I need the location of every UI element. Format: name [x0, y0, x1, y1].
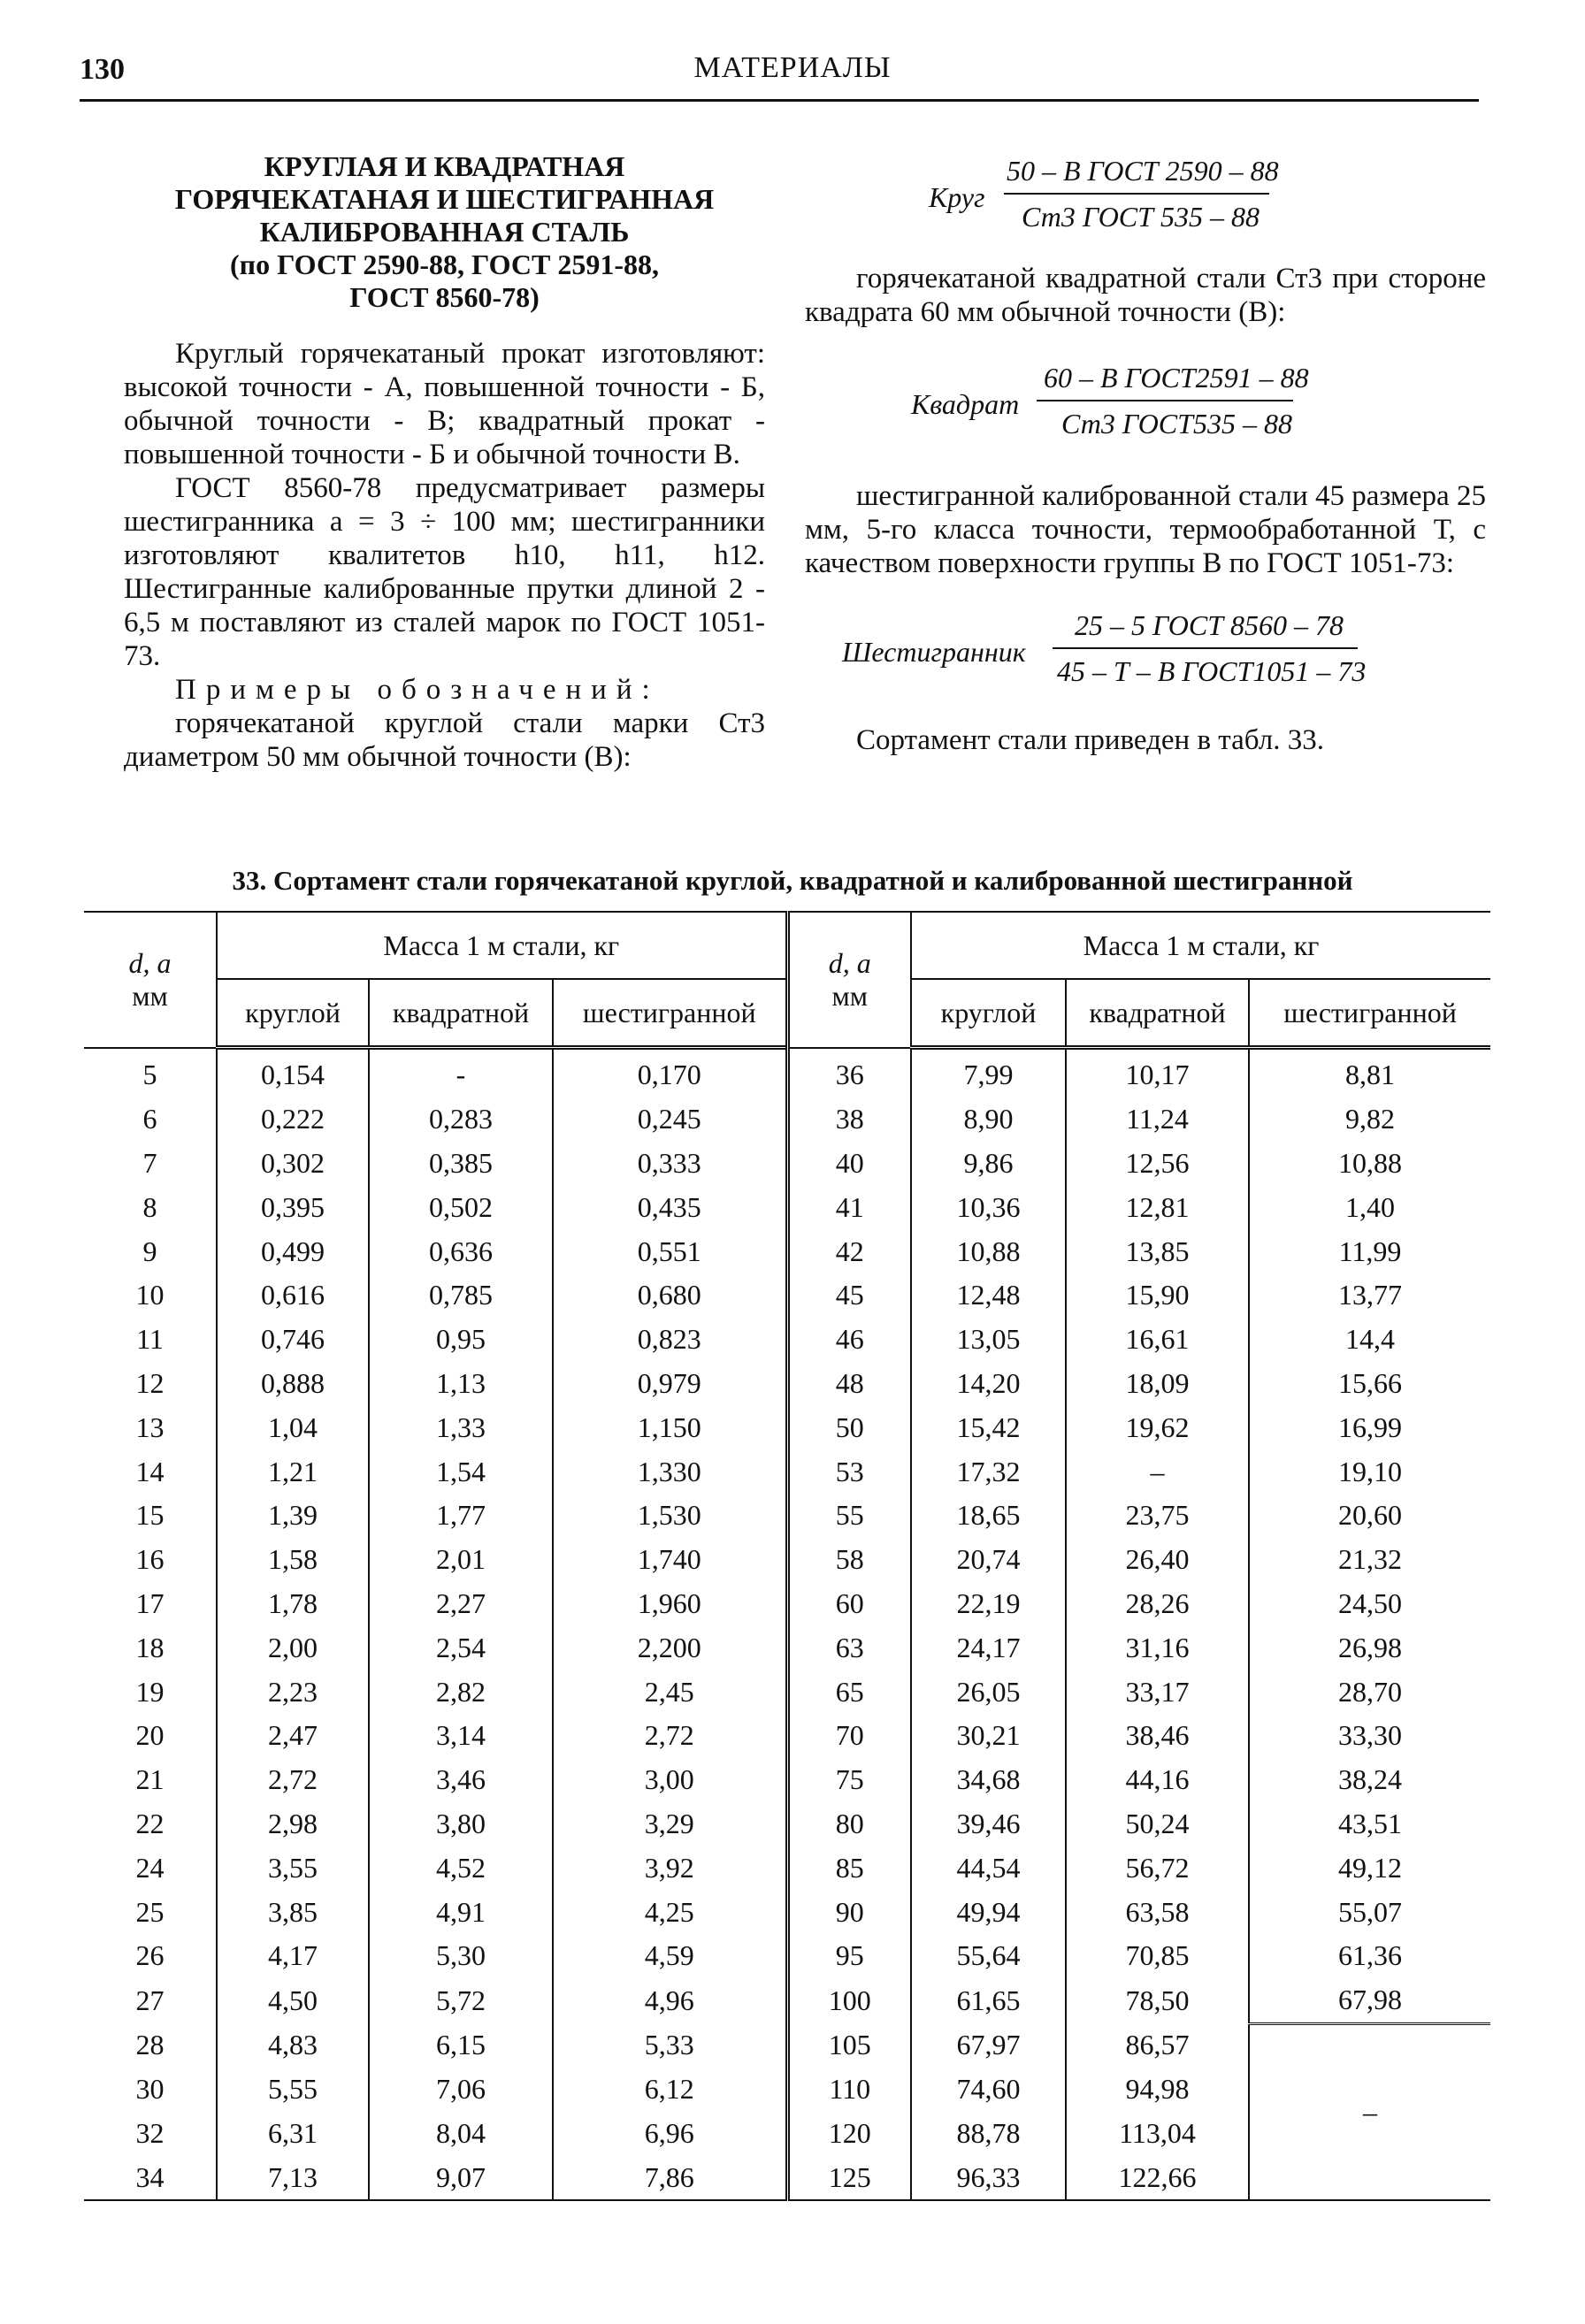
- cell: 9,07: [369, 2155, 553, 2200]
- cell: 11,24: [1066, 1097, 1249, 1142]
- cell-hex-absent: –: [1249, 2023, 1490, 2200]
- cell: 1,77: [369, 1494, 553, 1538]
- cell: 3,00: [553, 1758, 787, 1802]
- cell: 4,83: [217, 2023, 369, 2068]
- table-row: [84, 1538, 1490, 1582]
- cell: 3,55: [217, 1846, 369, 1890]
- paragraph-square-example: горячекатаной квадратной стали Ст3 при стороне квадрата 60 мм обычной точности (В):: [805, 263, 1486, 328]
- cell: 0,283: [369, 1097, 553, 1142]
- cell: 65: [787, 1670, 911, 1714]
- cell: 113,04: [1066, 2112, 1249, 2156]
- cell: 32: [84, 2112, 217, 2156]
- cell: 8,81: [1249, 1048, 1490, 1097]
- header-rule: [80, 99, 1479, 102]
- cell: 38,46: [1066, 1714, 1249, 1758]
- cell: 61,65: [911, 1978, 1066, 2023]
- cell: 2,98: [217, 1802, 369, 1846]
- heading-line: (по ГОСТ 2590-88, ГОСТ 2591-88,: [230, 248, 659, 280]
- cell: 0,785: [369, 1273, 553, 1318]
- cell: 7,86: [553, 2155, 787, 2200]
- table-row: [84, 1934, 1490, 1978]
- cell: 18,65: [911, 1494, 1066, 1538]
- cell: 86,57: [1066, 2023, 1249, 2068]
- cell: 3,14: [369, 1714, 553, 1758]
- cell: 44,54: [911, 1846, 1066, 1890]
- cell: 1,39: [217, 1494, 369, 1538]
- cell: 12,81: [1066, 1185, 1249, 1229]
- table-row: [84, 1978, 1490, 2023]
- cell: 8,04: [369, 2112, 553, 2156]
- cell: 20,74: [911, 1538, 1066, 1582]
- table-row: [84, 1097, 1490, 1142]
- cell: 0,551: [553, 1229, 787, 1273]
- cell: 125: [787, 2155, 911, 2200]
- cell: 85: [787, 1846, 911, 1890]
- formula-label: Шестигранник: [842, 636, 1026, 668]
- cell: 53: [787, 1449, 911, 1494]
- cell: 10: [84, 1273, 217, 1318]
- cell: 22,19: [911, 1582, 1066, 1626]
- cell: 24,50: [1249, 1582, 1490, 1626]
- cell: 31,16: [1066, 1625, 1249, 1670]
- cell: 96,33: [911, 2155, 1066, 2200]
- cell: 0,499: [217, 1229, 369, 1273]
- cell: 24,17: [911, 1625, 1066, 1670]
- cell: 22: [84, 1802, 217, 1846]
- cell: 56,72: [1066, 1846, 1249, 1890]
- table-row: [84, 1142, 1490, 1186]
- cell: 6,15: [369, 2023, 553, 2068]
- cell: 2,00: [217, 1625, 369, 1670]
- cell: 23,75: [1066, 1494, 1249, 1538]
- cell: 1,40: [1249, 1185, 1490, 1229]
- cell: 94,98: [1066, 2068, 1249, 2112]
- cell: 30: [84, 2068, 217, 2112]
- cell: 21,32: [1249, 1538, 1490, 1582]
- fraction-bar: [1053, 647, 1358, 649]
- cell: 43,51: [1249, 1802, 1490, 1846]
- cell: 3,92: [553, 1846, 787, 1890]
- cell: 0,979: [553, 1362, 787, 1406]
- cell: 2,72: [553, 1714, 787, 1758]
- cell: 0,746: [217, 1318, 369, 1362]
- table-row: [84, 1714, 1490, 1758]
- header-mass-left: Масса 1 м стали, кг: [217, 912, 787, 979]
- cell: 2,54: [369, 1625, 553, 1670]
- cell: 0,95: [369, 1318, 553, 1362]
- cell: 25: [84, 1890, 217, 1934]
- formula-hex: [805, 605, 1486, 704]
- cell: 33,17: [1066, 1670, 1249, 1714]
- cell: 38: [787, 1097, 911, 1142]
- formula-numerator: 50 – В ГОСТ 2590 – 88: [1007, 155, 1279, 187]
- cell: 1,58: [217, 1538, 369, 1582]
- table-caption: 33. Сортамент стали горячекатаной круглой, квадратной и калиброванной шестигранной: [232, 865, 1353, 896]
- formula-numerator: 25 – 5 ГОСТ 8560 – 78: [1075, 609, 1344, 641]
- cell: 63,58: [1066, 1890, 1249, 1934]
- paragraph-round-example: горячекатаной круглой стали марки Ст3 диаметром 50 мм обычной точности (В):: [124, 707, 765, 773]
- cell: 3,85: [217, 1890, 369, 1934]
- cell: 1,33: [369, 1405, 553, 1449]
- formula-label: Квадрат: [911, 388, 1020, 420]
- cell: 13,05: [911, 1318, 1066, 1362]
- cell: 14: [84, 1449, 217, 1494]
- heading-line: ГОРЯЧЕКАТАНАЯ И ШЕСТИГРАННАЯ: [174, 183, 715, 215]
- cell: 3,80: [369, 1802, 553, 1846]
- cell: 110: [787, 2068, 911, 2112]
- right-column: [805, 150, 1486, 757]
- cell: 2,47: [217, 1714, 369, 1758]
- table-row: [84, 1185, 1490, 1229]
- cell: 0,395: [217, 1185, 369, 1229]
- header-size-unit: мм: [132, 979, 168, 1012]
- cell: 6,96: [553, 2112, 787, 2156]
- formula-square: [805, 355, 1486, 460]
- cell: 1,13: [369, 1362, 553, 1406]
- cell: 34: [84, 2155, 217, 2200]
- cell: 9,82: [1249, 1097, 1490, 1142]
- cell: 44,16: [1066, 1758, 1249, 1802]
- cell: 8,90: [911, 1097, 1066, 1142]
- table-row: [84, 1362, 1490, 1406]
- cell: 34,68: [911, 1758, 1066, 1802]
- header-round: круглой: [217, 979, 369, 1048]
- cell: 19,10: [1249, 1449, 1490, 1494]
- cell: 26,40: [1066, 1538, 1249, 1582]
- cell: 5,33: [553, 2023, 787, 2068]
- section-heading: [124, 150, 765, 314]
- cell: 2,01: [369, 1538, 553, 1582]
- cell: 21: [84, 1758, 217, 1802]
- cell: 0,680: [553, 1273, 787, 1318]
- cell: 16: [84, 1538, 217, 1582]
- heading-line: ГОСТ 8560-78): [349, 281, 540, 313]
- cell: 0,616: [217, 1273, 369, 1318]
- cell: 0,170: [553, 1048, 787, 1097]
- cell: 12,48: [911, 1273, 1066, 1318]
- table-row: [84, 1802, 1490, 1846]
- page-number: 130: [80, 53, 125, 86]
- cell: 9,86: [911, 1142, 1066, 1186]
- table-row: [84, 1273, 1490, 1318]
- cell: 0,154: [217, 1048, 369, 1097]
- cell: 2,45: [553, 1670, 787, 1714]
- header-round: круглой: [911, 979, 1066, 1048]
- table-body: [84, 1048, 1490, 2201]
- cell: 15,90: [1066, 1273, 1249, 1318]
- cell: 2,72: [217, 1758, 369, 1802]
- header-hex: шестигранной: [1249, 979, 1490, 1048]
- cell: 6,12: [553, 2068, 787, 2112]
- cell: 49,12: [1249, 1846, 1490, 1890]
- table-header-row: [84, 912, 1490, 979]
- table-row: [84, 1582, 1490, 1626]
- header-size-symbol: d, a: [828, 946, 871, 979]
- cell: 0,302: [217, 1142, 369, 1186]
- cell: 105: [787, 2023, 911, 2068]
- cell: 70,85: [1066, 1934, 1249, 1978]
- table-row: [84, 1494, 1490, 1538]
- cell: 3,46: [369, 1758, 553, 1802]
- table-row: [84, 1449, 1490, 1494]
- cell: 17,32: [911, 1449, 1066, 1494]
- cell: 16,99: [1249, 1405, 1490, 1449]
- formula-numerator: 60 – В ГОСТ2591 – 88: [1044, 362, 1309, 394]
- cell: 70: [787, 1714, 911, 1758]
- cell: 26: [84, 1934, 217, 1978]
- cell: 6,31: [217, 2112, 369, 2156]
- cell: 18: [84, 1625, 217, 1670]
- cell: 12: [84, 1362, 217, 1406]
- cell: 15,42: [911, 1405, 1066, 1449]
- cell: 46: [787, 1318, 911, 1362]
- cell: 1,150: [553, 1405, 787, 1449]
- paragraph-rolled-products: Круглый горячекатаный прокат изготовляют: высокой точности - А, повышенной точности - Б, обычной точности - В; квадратный прокат - повышенной точности - Б и обычной точности В.: [124, 338, 765, 470]
- heading-line: КАЛИБРОВАННАЯ СТАЛЬ: [259, 216, 630, 248]
- cell: 11: [84, 1318, 217, 1362]
- formula-denominator: Ст3 ГОСТ535 – 88: [1061, 408, 1292, 440]
- formula-round: [805, 150, 1486, 249]
- cell: 1,330: [553, 1449, 787, 1494]
- cell: 49,94: [911, 1890, 1066, 1934]
- cell: 2,23: [217, 1670, 369, 1714]
- cell: 10,88: [1249, 1142, 1490, 1186]
- table-row: [84, 2023, 1490, 2068]
- table-container: [84, 911, 1490, 2201]
- cell: 27: [84, 1978, 217, 2023]
- table-row: [84, 1670, 1490, 1714]
- cell: 88,78: [911, 2112, 1066, 2156]
- paragraph-hex-example: шестигранной калиброванной стали 45 размера 25 мм, 5-го класса точности, термообработанной Т, с качеством поверхности группы В по ГОСТ 1051-73:: [805, 480, 1486, 579]
- cell: 0,333: [553, 1142, 787, 1186]
- cell: 26,98: [1249, 1625, 1490, 1670]
- cell: 17: [84, 1582, 217, 1626]
- left-column: [124, 150, 765, 774]
- cell: 7,13: [217, 2155, 369, 2200]
- table-row: [84, 1625, 1490, 1670]
- cell: 39,46: [911, 1802, 1066, 1846]
- cell: 4,50: [217, 1978, 369, 2023]
- cell: 5,55: [217, 2068, 369, 2112]
- header-size-right: [787, 912, 911, 1048]
- cell: 1,960: [553, 1582, 787, 1626]
- fraction-bar: [1004, 193, 1269, 195]
- cell: 7,06: [369, 2068, 553, 2112]
- cell: 50: [787, 1405, 911, 1449]
- cell: –: [1066, 1449, 1249, 1494]
- heading-line: КРУГЛАЯ И КВАДРАТНАЯ: [264, 150, 625, 182]
- cell: 5,30: [369, 1934, 553, 1978]
- examples-label: Примеры обозначений:: [175, 674, 660, 706]
- cell: 15: [84, 1494, 217, 1538]
- cell: 80: [787, 1802, 911, 1846]
- cell: 100: [787, 1978, 911, 2023]
- cell: 36: [787, 1048, 911, 1097]
- cell: 11,99: [1249, 1229, 1490, 1273]
- running-header: МАТЕРИАЛЫ: [693, 51, 892, 84]
- cell: 38,24: [1249, 1758, 1490, 1802]
- cell: 8: [84, 1185, 217, 1229]
- cell: 33,30: [1249, 1714, 1490, 1758]
- cell: 15,66: [1249, 1362, 1490, 1406]
- cell: 2,200: [553, 1625, 787, 1670]
- cell: 45: [787, 1273, 911, 1318]
- header-square: квадратной: [1066, 979, 1249, 1048]
- cell: 120: [787, 2112, 911, 2156]
- cell: 7,99: [911, 1048, 1066, 1097]
- cell: 67,98: [1249, 1978, 1490, 2023]
- cell: 61,36: [1249, 1934, 1490, 1978]
- cell: 2,27: [369, 1582, 553, 1626]
- table-row: [84, 1405, 1490, 1449]
- cell: 4,25: [553, 1890, 787, 1934]
- cell: 50,24: [1066, 1802, 1249, 1846]
- header-mass-right: Масса 1 м стали, кг: [911, 912, 1490, 979]
- cell: 1,740: [553, 1538, 787, 1582]
- cell: 13,85: [1066, 1229, 1249, 1273]
- cell: 55: [787, 1494, 911, 1538]
- cell: 55,07: [1249, 1890, 1490, 1934]
- cell: 10,36: [911, 1185, 1066, 1229]
- cell: 14,20: [911, 1362, 1066, 1406]
- paragraph-gost-8560: ГОСТ 8560-78 предусматривает размеры шестигранника a = 3 ÷ 100 мм; шестигранники изготовляют квалитетов h10, h11, h12. Шестигранные калиброванные прутки длиной 2 - 6,5 м поставляют из сталей марок по ГОСТ 1051-73.: [124, 472, 765, 672]
- cell: 20: [84, 1714, 217, 1758]
- cell: 1,54: [369, 1449, 553, 1494]
- table-row: [84, 1758, 1490, 1802]
- cell: 95: [787, 1934, 911, 1978]
- cell: 7: [84, 1142, 217, 1186]
- cell: -: [369, 1048, 553, 1097]
- cell: 55,64: [911, 1934, 1066, 1978]
- cell: 4,59: [553, 1934, 787, 1978]
- cell: 0,636: [369, 1229, 553, 1273]
- table-row: [84, 1318, 1490, 1362]
- cell: 10,17: [1066, 1048, 1249, 1097]
- header-size-left: [84, 912, 217, 1048]
- cell: 1,530: [553, 1494, 787, 1538]
- cell: 5: [84, 1048, 217, 1097]
- cell: 67,97: [911, 2023, 1066, 2068]
- header-hex: шестигранной: [553, 979, 787, 1048]
- cell: 19,62: [1066, 1405, 1249, 1449]
- cell: 24: [84, 1846, 217, 1890]
- formula-denominator: Ст3 ГОСТ 535 – 88: [1022, 201, 1260, 233]
- cell: 30,21: [911, 1714, 1066, 1758]
- assortment-table: [84, 911, 1490, 2201]
- table-reference: Сортамент стали приведен в табл. 33.: [856, 724, 1324, 756]
- cell: 1,21: [217, 1449, 369, 1494]
- cell: 3,29: [553, 1802, 787, 1846]
- header-square: квадратной: [369, 979, 553, 1048]
- cell: 10,88: [911, 1229, 1066, 1273]
- cell: 58: [787, 1538, 911, 1582]
- cell: 16,61: [1066, 1318, 1249, 1362]
- cell: 20,60: [1249, 1494, 1490, 1538]
- cell: 90: [787, 1890, 911, 1934]
- cell: 28,70: [1249, 1670, 1490, 1714]
- cell: 78,50: [1066, 1978, 1249, 2023]
- table-row: [84, 1846, 1490, 1890]
- table-row: [84, 1229, 1490, 1273]
- cell: 26,05: [911, 1670, 1066, 1714]
- cell: 6: [84, 1097, 217, 1142]
- cell: 19: [84, 1670, 217, 1714]
- cell: 5,72: [369, 1978, 553, 2023]
- cell: 1,78: [217, 1582, 369, 1626]
- cell: 28,26: [1066, 1582, 1249, 1626]
- cell: 122,66: [1066, 2155, 1249, 2200]
- cell: 0,888: [217, 1362, 369, 1406]
- cell: 12,56: [1066, 1142, 1249, 1186]
- cell: 28: [84, 2023, 217, 2068]
- cell: 18,09: [1066, 1362, 1249, 1406]
- cell: 9: [84, 1229, 217, 1273]
- table-row: [84, 1048, 1490, 1097]
- cell: 40: [787, 1142, 911, 1186]
- cell: 75: [787, 1758, 911, 1802]
- cell: 1,04: [217, 1405, 369, 1449]
- cell: 0,502: [369, 1185, 553, 1229]
- cell: 4,96: [553, 1978, 787, 2023]
- cell: 0,823: [553, 1318, 787, 1362]
- cell: 0,435: [553, 1185, 787, 1229]
- fraction-bar: [1037, 400, 1293, 401]
- header-size-symbol: d, a: [128, 946, 172, 979]
- cell: 63: [787, 1625, 911, 1670]
- cell: 48: [787, 1362, 911, 1406]
- cell: 0,245: [553, 1097, 787, 1142]
- cell: 13,77: [1249, 1273, 1490, 1318]
- cell: 74,60: [911, 2068, 1066, 2112]
- cell: 2,82: [369, 1670, 553, 1714]
- cell: 0,222: [217, 1097, 369, 1142]
- cell: 4,52: [369, 1846, 553, 1890]
- cell: 13: [84, 1405, 217, 1449]
- cell: 4,17: [217, 1934, 369, 1978]
- cell: 4,91: [369, 1890, 553, 1934]
- table-row: [84, 1890, 1490, 1934]
- cell: 60: [787, 1582, 911, 1626]
- formula-label: Круг: [929, 181, 985, 213]
- header-size-unit: мм: [831, 979, 868, 1012]
- formula-denominator: 45 – Т – В ГОСТ1051 – 73: [1057, 655, 1367, 687]
- cell: 42: [787, 1229, 911, 1273]
- cell: 0,385: [369, 1142, 553, 1186]
- cell: 41: [787, 1185, 911, 1229]
- cell: 14,4: [1249, 1318, 1490, 1362]
